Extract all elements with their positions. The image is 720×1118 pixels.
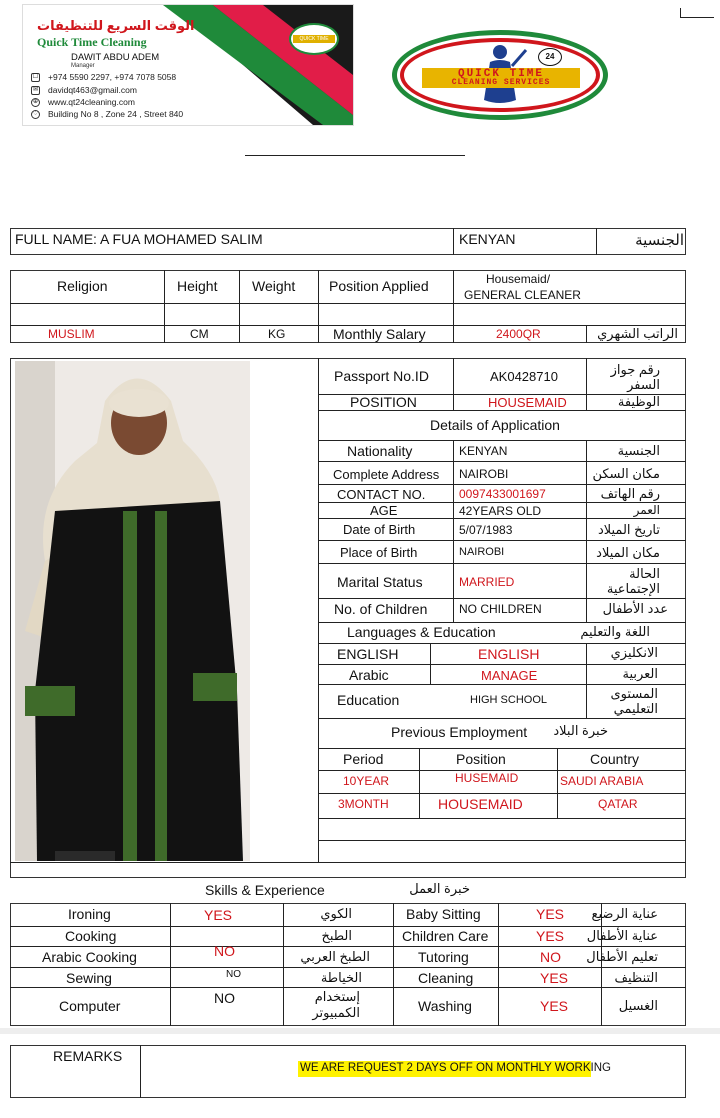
english-value: ENGLISH — [478, 646, 540, 662]
location-icon: ♡ — [32, 110, 39, 117]
marital-label: Marital Status — [337, 574, 423, 590]
arabic-value: MANAGE — [481, 668, 538, 683]
skill-tutoring-value: NO — [540, 949, 561, 965]
nationality-label: Nationality — [347, 443, 413, 459]
details-section-title: Details of Application — [430, 417, 560, 433]
company-logo — [392, 30, 608, 120]
mail-icon: ✉ — [32, 86, 39, 93]
skills-title: Skills & Experience — [205, 882, 325, 898]
card-seal-icon — [289, 23, 339, 55]
phone-icon: ☐ — [32, 73, 39, 80]
employment-row-1-position: HUSEMAID — [455, 771, 519, 785]
skill-cleaning-ar: التنظيف — [614, 970, 658, 985]
age-value: 42YEARS OLD — [459, 504, 542, 518]
position-applied-value-1: Housemaid/ — [486, 272, 551, 286]
card-web-row — [31, 97, 135, 107]
address-label: Complete Address — [333, 467, 440, 482]
skill-washing-value: YES — [540, 998, 569, 1014]
dob-value: 5/07/1983 — [459, 523, 513, 537]
card-english-title: Quick Time Cleaning — [37, 35, 147, 49]
arabic-label: Arabic — [349, 667, 389, 683]
children-ar: عدد الأطفال — [602, 601, 668, 616]
religion-value: MUSLIM — [48, 327, 95, 341]
skill-computer-ar: إستخدام الكمبيوتر — [312, 989, 360, 1020]
arabic-ar: العربية — [622, 666, 658, 681]
employment-row-2-position: HOUSEMAID — [438, 796, 523, 812]
skill-ironing-ar: الكوي — [320, 906, 352, 921]
card-phone-row — [31, 72, 176, 82]
logo-line-2: CLEANING SERVICES — [451, 78, 551, 87]
skill-cleaning-label: Cleaning — [418, 970, 474, 986]
skill-cooking-label: Cooking — [65, 928, 117, 944]
contact-value: 0097433001697 — [459, 487, 546, 501]
card-website: www.qt24cleaning.com — [48, 97, 135, 107]
employment-title: Previous Employment — [391, 724, 528, 740]
nationality-detail-value: KENYAN — [459, 444, 508, 458]
religion-label: Religion — [57, 278, 108, 294]
logo-line-1: QUICK TIME — [457, 68, 544, 80]
skill-arabic-cooking-ar: الطبخ العربي — [300, 949, 370, 964]
age-label: AGE — [370, 503, 398, 518]
card-manager-name: DAWIT ABDU ADEM — [71, 52, 160, 63]
pob-ar: مكان الميلاد — [596, 545, 660, 560]
salary-value: 2400QR — [496, 327, 541, 341]
weight-value: KG — [268, 327, 286, 341]
marital-value: MARRIED — [459, 575, 515, 589]
skill-ironing-label: Ironing — [68, 906, 111, 922]
skill-childcare-label: Children Care — [402, 928, 489, 944]
skill-tutoring-label: Tutoring — [418, 949, 469, 965]
skill-computer-value: NO — [214, 990, 235, 1006]
salary-label: Monthly Salary — [333, 326, 426, 342]
age-ar: العمر — [633, 503, 660, 517]
business-card — [22, 4, 354, 126]
position-ar: الوظيفة — [617, 394, 660, 409]
globe-icon: ⊕ — [32, 98, 39, 105]
card-arabic-title: الوقت السريع للتنظيفات — [37, 18, 195, 33]
employment-row-1-period: 10YEAR — [343, 774, 390, 788]
address-ar: مكان السكن — [592, 466, 660, 481]
employment-row-1-country: SAUDI ARABIA — [560, 774, 644, 788]
skill-babysitting-ar: عناية الرضيع — [591, 906, 658, 921]
nationality-detail-ar: الجنسية — [617, 443, 660, 458]
skill-babysitting-label: Baby Sitting — [406, 906, 481, 922]
children-value: NO CHILDREN — [459, 602, 542, 616]
full-name: FULL NAME: A FUA MOHAMED SALIM — [15, 231, 263, 247]
card-seal-text: QUICK TIME — [293, 35, 335, 43]
languages-title: Languages & Education — [347, 624, 496, 640]
skill-ironing-value: YES — [204, 907, 233, 923]
height-value: CM — [190, 327, 209, 341]
candidate-photo — [15, 361, 250, 861]
english-ar: الانكليزي — [610, 645, 658, 660]
logo-24-badge: 24 — [538, 48, 562, 66]
position-value: HOUSEMAID — [488, 395, 567, 410]
card-phone: +974 5590 2297, +974 7078 5058 — [48, 72, 177, 82]
employment-title-ar: خبرة البلاد — [553, 723, 608, 738]
position-applied-value-2: GENERAL CLEANER — [464, 288, 581, 302]
card-address-row — [31, 109, 183, 119]
skills-title-ar: خبرة العمل — [409, 881, 470, 896]
card-email: davidqt463@gmail.com — [48, 85, 137, 95]
education-value: HIGH SCHOOL — [470, 694, 548, 706]
position-applied-label: Position Applied — [329, 278, 429, 294]
dob-label: Date of Birth — [343, 522, 416, 537]
english-label: ENGLISH — [337, 646, 399, 662]
salary-ar: الراتب الشهري — [597, 326, 678, 341]
skill-childcare-value: YES — [536, 928, 565, 944]
contact-ar: رقم الهاتف — [600, 486, 660, 501]
skill-computer-label: Computer — [59, 998, 121, 1014]
card-email-row — [31, 85, 137, 95]
employment-row-2-period: 3MONTH — [338, 797, 389, 811]
skill-arabic-cooking-value: NO — [214, 943, 235, 959]
height-label: Height — [177, 278, 218, 294]
employment-header-period: Period — [343, 751, 384, 767]
education-ar: المستوى التعليمي — [610, 686, 658, 716]
dob-ar: تاريخ الميلاد — [597, 522, 660, 537]
weight-label: Weight — [252, 278, 296, 294]
nationality-ar: الجنسية — [635, 232, 684, 249]
skill-washing-ar: الغسيل — [618, 998, 658, 1013]
children-label: No. of Children — [334, 601, 428, 617]
employment-header-country: Country — [590, 751, 640, 767]
card-manager-role: Manager — [71, 63, 95, 69]
passport-value: AK0428710 — [490, 369, 558, 384]
skill-sewing-ar: الخياطة — [320, 970, 362, 985]
position-label: POSITION — [350, 394, 417, 410]
candidate-photo-graphic — [15, 361, 250, 861]
passport-label: Passport No.ID — [334, 368, 429, 384]
skill-sewing-label: Sewing — [66, 970, 112, 986]
languages-ar: اللغة والتعليم — [580, 624, 650, 639]
pob-value: NAIROBI — [459, 546, 505, 558]
remarks-text: WE ARE REQUEST 2 DAYS OFF ON MONTHLY WORKING — [300, 1062, 611, 1074]
pob-label: Place of Birth — [340, 545, 418, 560]
skill-cleaning-value: YES — [540, 970, 569, 986]
skill-arabic-cooking-label: Arabic Cooking — [42, 949, 137, 965]
employment-row-2-country: QATAR — [598, 797, 638, 811]
education-label: Education — [337, 692, 400, 708]
marital-ar: الحالة الإجتماعية — [606, 566, 660, 596]
remarks-label: REMARKS — [53, 1048, 123, 1064]
contact-label: CONTACT NO. — [337, 487, 426, 502]
skill-sewing-value: NO — [226, 969, 241, 980]
title-underline — [245, 155, 465, 156]
address-value: NAIROBI — [459, 467, 509, 481]
skill-tutoring-ar: تعليم الأطفال — [586, 949, 658, 964]
skill-washing-label: Washing — [418, 998, 472, 1014]
passport-ar: رقم جواز السفر — [610, 362, 660, 392]
employment-header-position: Position — [456, 751, 506, 767]
nationality-value: KENYAN — [459, 231, 516, 247]
skill-cooking-ar: الطبخ — [321, 928, 352, 943]
card-address: Building No 8 , Zone 24 , Street 840 — [48, 109, 184, 119]
skill-babysitting-value: YES — [536, 906, 565, 922]
skill-childcare-ar: عناية الأطفال — [586, 928, 658, 943]
